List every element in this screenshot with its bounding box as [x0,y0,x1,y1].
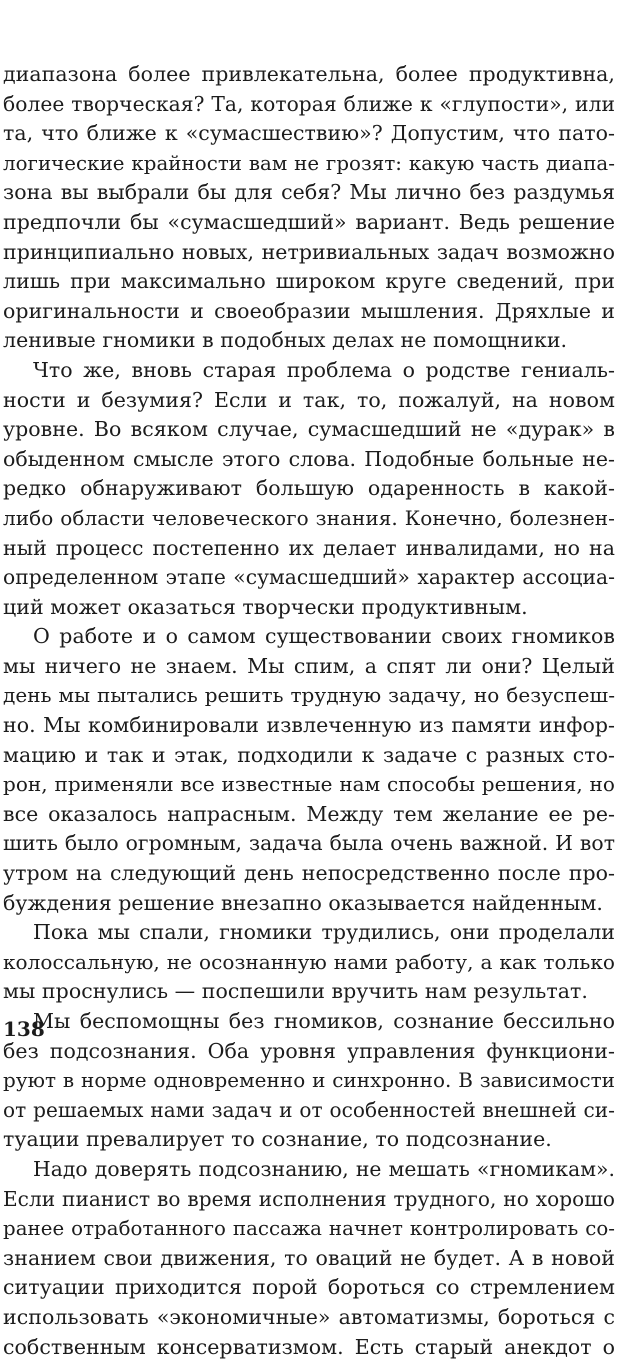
text-line: рон, применяли все известные нам способы решения, но [3,772,615,797]
text-line: уровне. Во всяком случае, сумасшедший не «дурак» в [3,417,615,442]
text-line: утром на следующий день непосредственно после про- [3,861,615,886]
text-line: редко обнаруживают большую одаренность в какой- [3,476,615,501]
text-line: предпочли бы «сумасшедший» вариант. Ведь решение [3,209,615,234]
text-line: обыденном смысле этого слова. Подобные больные не- [3,446,615,471]
text-line: использовать «экономичные» автоматизмы, бороться с [3,1304,615,1329]
text-line: день мы пытались решить трудную задачу, но безуспеш- [3,683,615,708]
page-text [3,60,615,1362]
text-line: мы ничего не знаем. Мы спим, а спят ли они? Целый [3,653,615,678]
text-line: руют в норме одновременно и синхронно. В зависимости [3,1068,615,1093]
paragraph-start-line: Что же, вновь старая проблема о родстве гениаль- [33,357,615,382]
text-line: колоссальную, не осознанную нами работу, а как только [3,949,615,974]
text-line: собственным консерватизмом. Есть старый анекдот о [3,1334,615,1359]
paragraph-end-line: ленивые гномики в подобных делах не помощники. [3,328,568,353]
paragraph-end-line: мы проснулись — поспешили вручить нам результат. [3,979,588,1004]
text-line: знанием свои движения, то оваций не будет. А в новой [3,1245,615,1270]
paragraph-start-line: О работе и о самом существовании своих гномиков [33,624,615,649]
text-line: лишь при максимально широком круге сведений, при [3,269,615,294]
text-line: либо области человеческого знания. Конечно, болезнен- [3,505,615,530]
text-line: мацию и так и этак, подходили к задаче с разных сто- [3,742,615,767]
text-line: более творческая? Та, которая ближе к «глупости», или [3,91,615,116]
text-line: ный процесс постепенно их делает инвалидами, но на [3,535,615,560]
paragraph-end-line: буждения решение внезапно оказывается найденным. [3,890,603,915]
text-line: принципиально новых, нетривиальных задач возможно [3,239,615,264]
paragraph-start-line: Надо доверять подсознанию, не мешать «гномикам». [33,1156,615,1181]
text-line: ности и безумия? Если и так, то, пожалуй, на новом [3,387,615,412]
text-line: ранее отработанного пассажа начнет контролировать со- [3,1217,615,1241]
text-line: определенном этапе «сумасшедший» характер ассоциа- [3,565,615,590]
text-line: та, что ближе к «сумасшествию»? Допустим, что пато- [3,121,615,146]
paragraph-end-line: ций может оказаться творчески продуктивным. [3,594,528,619]
paragraph-end-line: туации превалирует то сознание, то подсознание. [3,1127,552,1152]
text-line: ситуации приходится порой бороться со стремлением [3,1275,615,1300]
text-line: логические крайности вам не грозят: какую часть диапа- [3,151,615,175]
text-line: от решаемых нами задач и от особенностей внешней си- [3,1097,615,1122]
text-line: Если пианист во время исполнения трудного, но хорошо [3,1186,615,1211]
text-line: но. Мы комбинировали извлеченную из памяти инфор- [3,713,615,738]
paragraph-start-line: Мы беспомощны без гномиков, сознание бессильно [33,1009,615,1033]
text-line: зона вы выбрали бы для себя? Мы лично без раздумья [3,180,615,205]
paragraph-start-line: Пока мы спали, гномики трудились, они проделали [33,920,615,945]
text-line: без подсознания. Оба уровня управления функциони- [3,1038,615,1063]
text-line: все оказалось напрасным. Между тем желание ее ре- [3,801,615,826]
text-line: оригинальности и своеобразии мышления. Дряхлые и [3,298,615,323]
text-line: шить было огромным, задача была очень важной. И вот [3,831,615,856]
page-number: 138 [3,1017,45,1041]
text-line: диапазона более привлекательна, более продуктивна, [3,62,615,86]
